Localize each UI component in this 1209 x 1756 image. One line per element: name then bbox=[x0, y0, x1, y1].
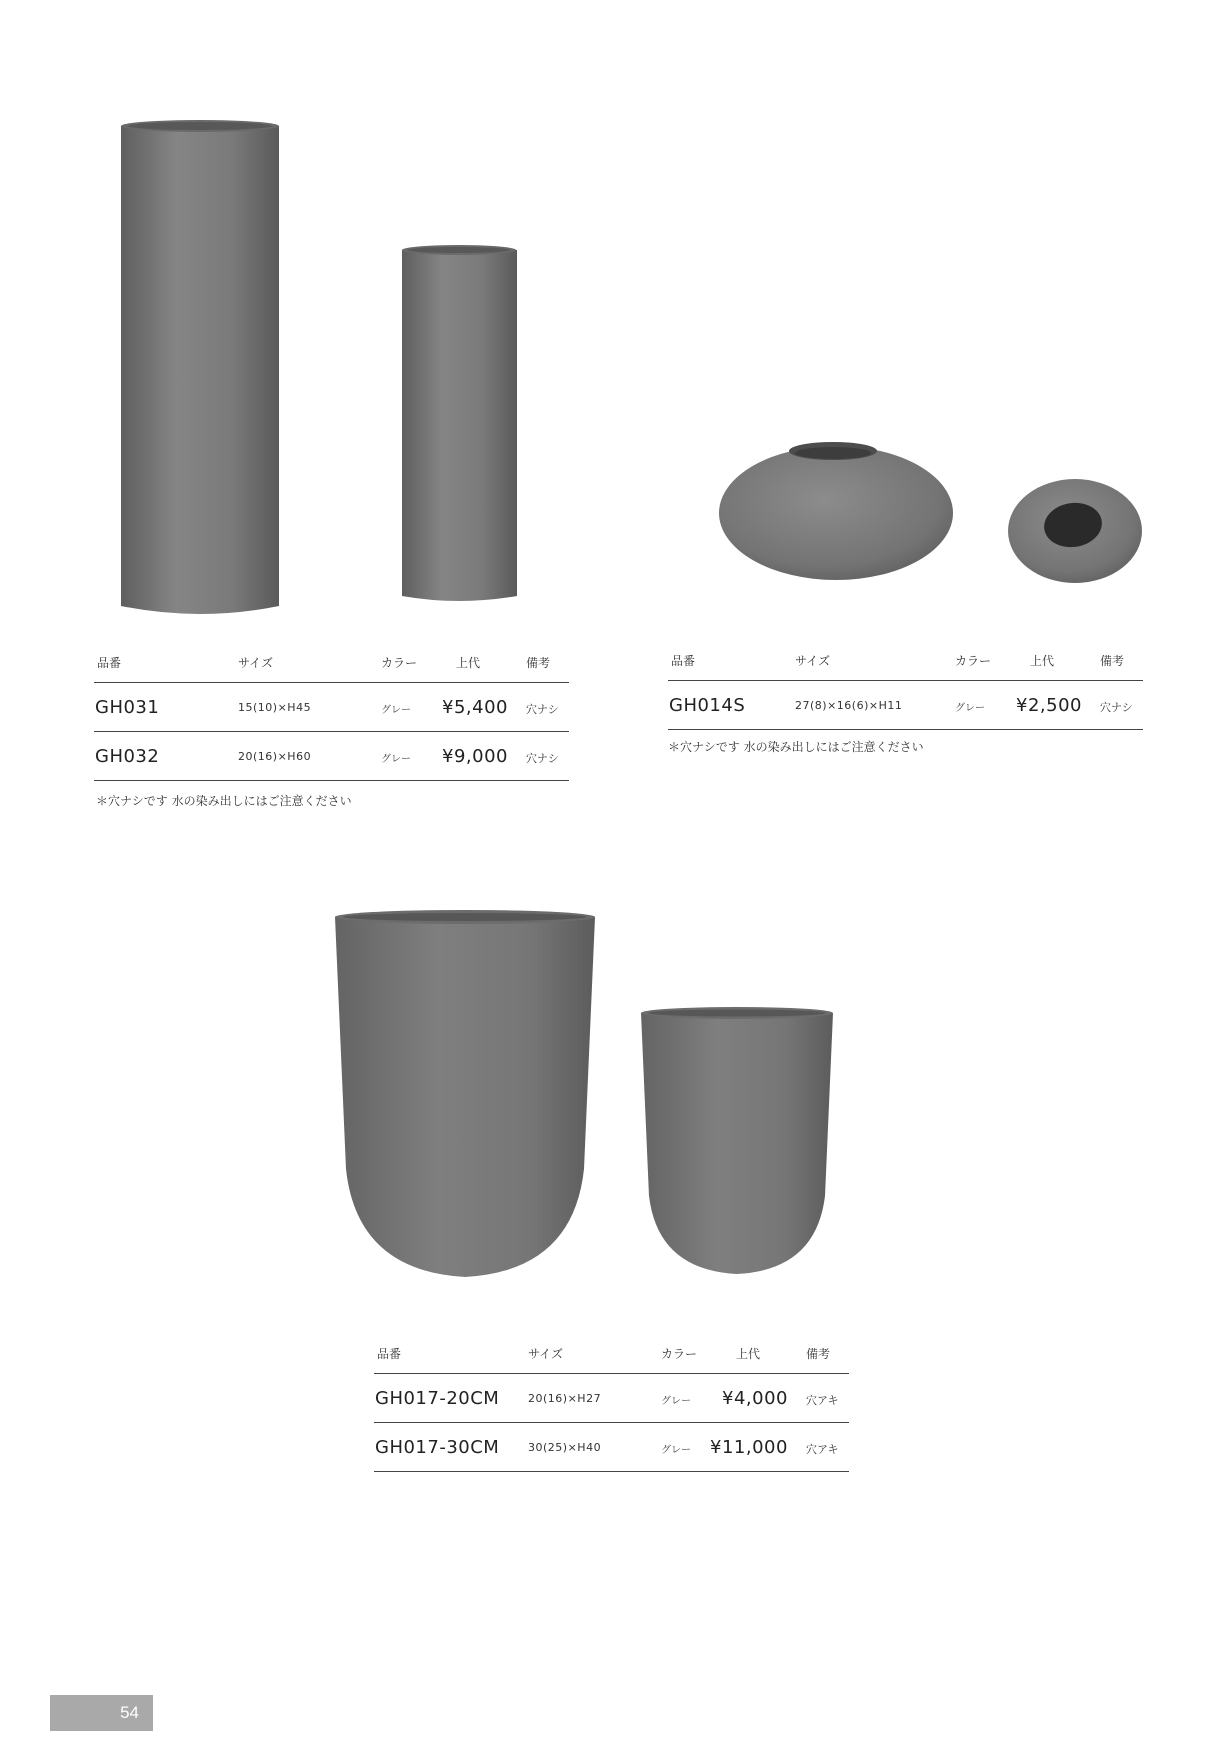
product-size: 27(8)×16(6)×H11 bbox=[795, 699, 903, 712]
product-code: GH032 bbox=[95, 746, 160, 767]
product-size: 20(16)×H60 bbox=[238, 750, 312, 763]
header-code: 品番 bbox=[97, 656, 122, 670]
page-number-tab bbox=[50, 1695, 153, 1731]
product-note: 穴アキ bbox=[806, 1443, 839, 1456]
product-price: ¥9,000 bbox=[442, 746, 508, 767]
table-header bbox=[668, 640, 1143, 681]
header-note: 備考 bbox=[526, 656, 551, 670]
header-size: サイズ bbox=[528, 1347, 564, 1361]
header-color: カラー bbox=[381, 656, 418, 670]
product-code: GH031 bbox=[95, 697, 160, 718]
product-photo-gh032 bbox=[115, 118, 285, 623]
footnote: ＊穴ナシです 水の染み出しにはご注意ください bbox=[668, 740, 924, 754]
product-price: ¥2,500 bbox=[1016, 695, 1082, 716]
product-code: GH014S bbox=[669, 695, 746, 716]
product-color: グレー bbox=[661, 1445, 691, 1456]
product-note: 穴ナシ bbox=[1100, 701, 1133, 714]
header-note: 備考 bbox=[1100, 654, 1125, 668]
product-photo-gh017-20cm bbox=[638, 1006, 836, 1278]
product-photo-gh014s-small bbox=[1005, 473, 1145, 585]
product-size: 15(10)×H45 bbox=[238, 701, 312, 714]
header-color: カラー bbox=[661, 1347, 698, 1361]
product-price: ¥5,400 bbox=[442, 697, 508, 718]
header-code: 品番 bbox=[671, 654, 696, 668]
product-price: ¥4,000 bbox=[722, 1388, 788, 1409]
header-price: 上代 bbox=[1030, 654, 1055, 668]
product-note: 穴ナシ bbox=[526, 752, 559, 765]
table-row bbox=[374, 1423, 849, 1472]
product-size: 30(25)×H40 bbox=[528, 1441, 602, 1454]
table-row bbox=[668, 681, 1143, 730]
header-size: サイズ bbox=[795, 654, 831, 668]
header-color: カラー bbox=[955, 654, 992, 668]
table-header bbox=[374, 1333, 849, 1374]
product-color: グレー bbox=[661, 1396, 691, 1407]
footnote: ＊穴ナシです 水の染み出しにはご注意ください bbox=[96, 794, 352, 808]
header-price: 上代 bbox=[736, 1347, 761, 1361]
product-photo-gh014s-large bbox=[716, 435, 956, 585]
product-note: 穴アキ bbox=[806, 1394, 839, 1407]
product-color: グレー bbox=[955, 703, 985, 714]
spec-table-gh017 bbox=[374, 1333, 849, 1472]
product-note: 穴ナシ bbox=[526, 703, 559, 716]
product-code: GH017-30CM bbox=[375, 1437, 500, 1458]
product-price: ¥11,000 bbox=[710, 1437, 788, 1458]
table-header bbox=[94, 642, 569, 683]
spec-table-gh031-gh032 bbox=[94, 642, 569, 781]
table-row bbox=[94, 732, 569, 781]
product-color: グレー bbox=[381, 754, 411, 765]
header-size: サイズ bbox=[238, 656, 274, 670]
spec-table-gh014s bbox=[668, 640, 1143, 730]
header-note: 備考 bbox=[806, 1347, 831, 1361]
product-size: 20(16)×H27 bbox=[528, 1392, 602, 1405]
product-photo-gh017-30cm bbox=[332, 909, 598, 1284]
page-number: 54 bbox=[120, 1703, 139, 1722]
header-price: 上代 bbox=[456, 656, 481, 670]
table-row bbox=[94, 683, 569, 732]
table-row bbox=[374, 1374, 849, 1423]
header-code: 品番 bbox=[377, 1347, 402, 1361]
product-code: GH017-20CM bbox=[375, 1388, 500, 1409]
product-photo-gh031 bbox=[397, 244, 522, 606]
product-color: グレー bbox=[381, 705, 411, 716]
